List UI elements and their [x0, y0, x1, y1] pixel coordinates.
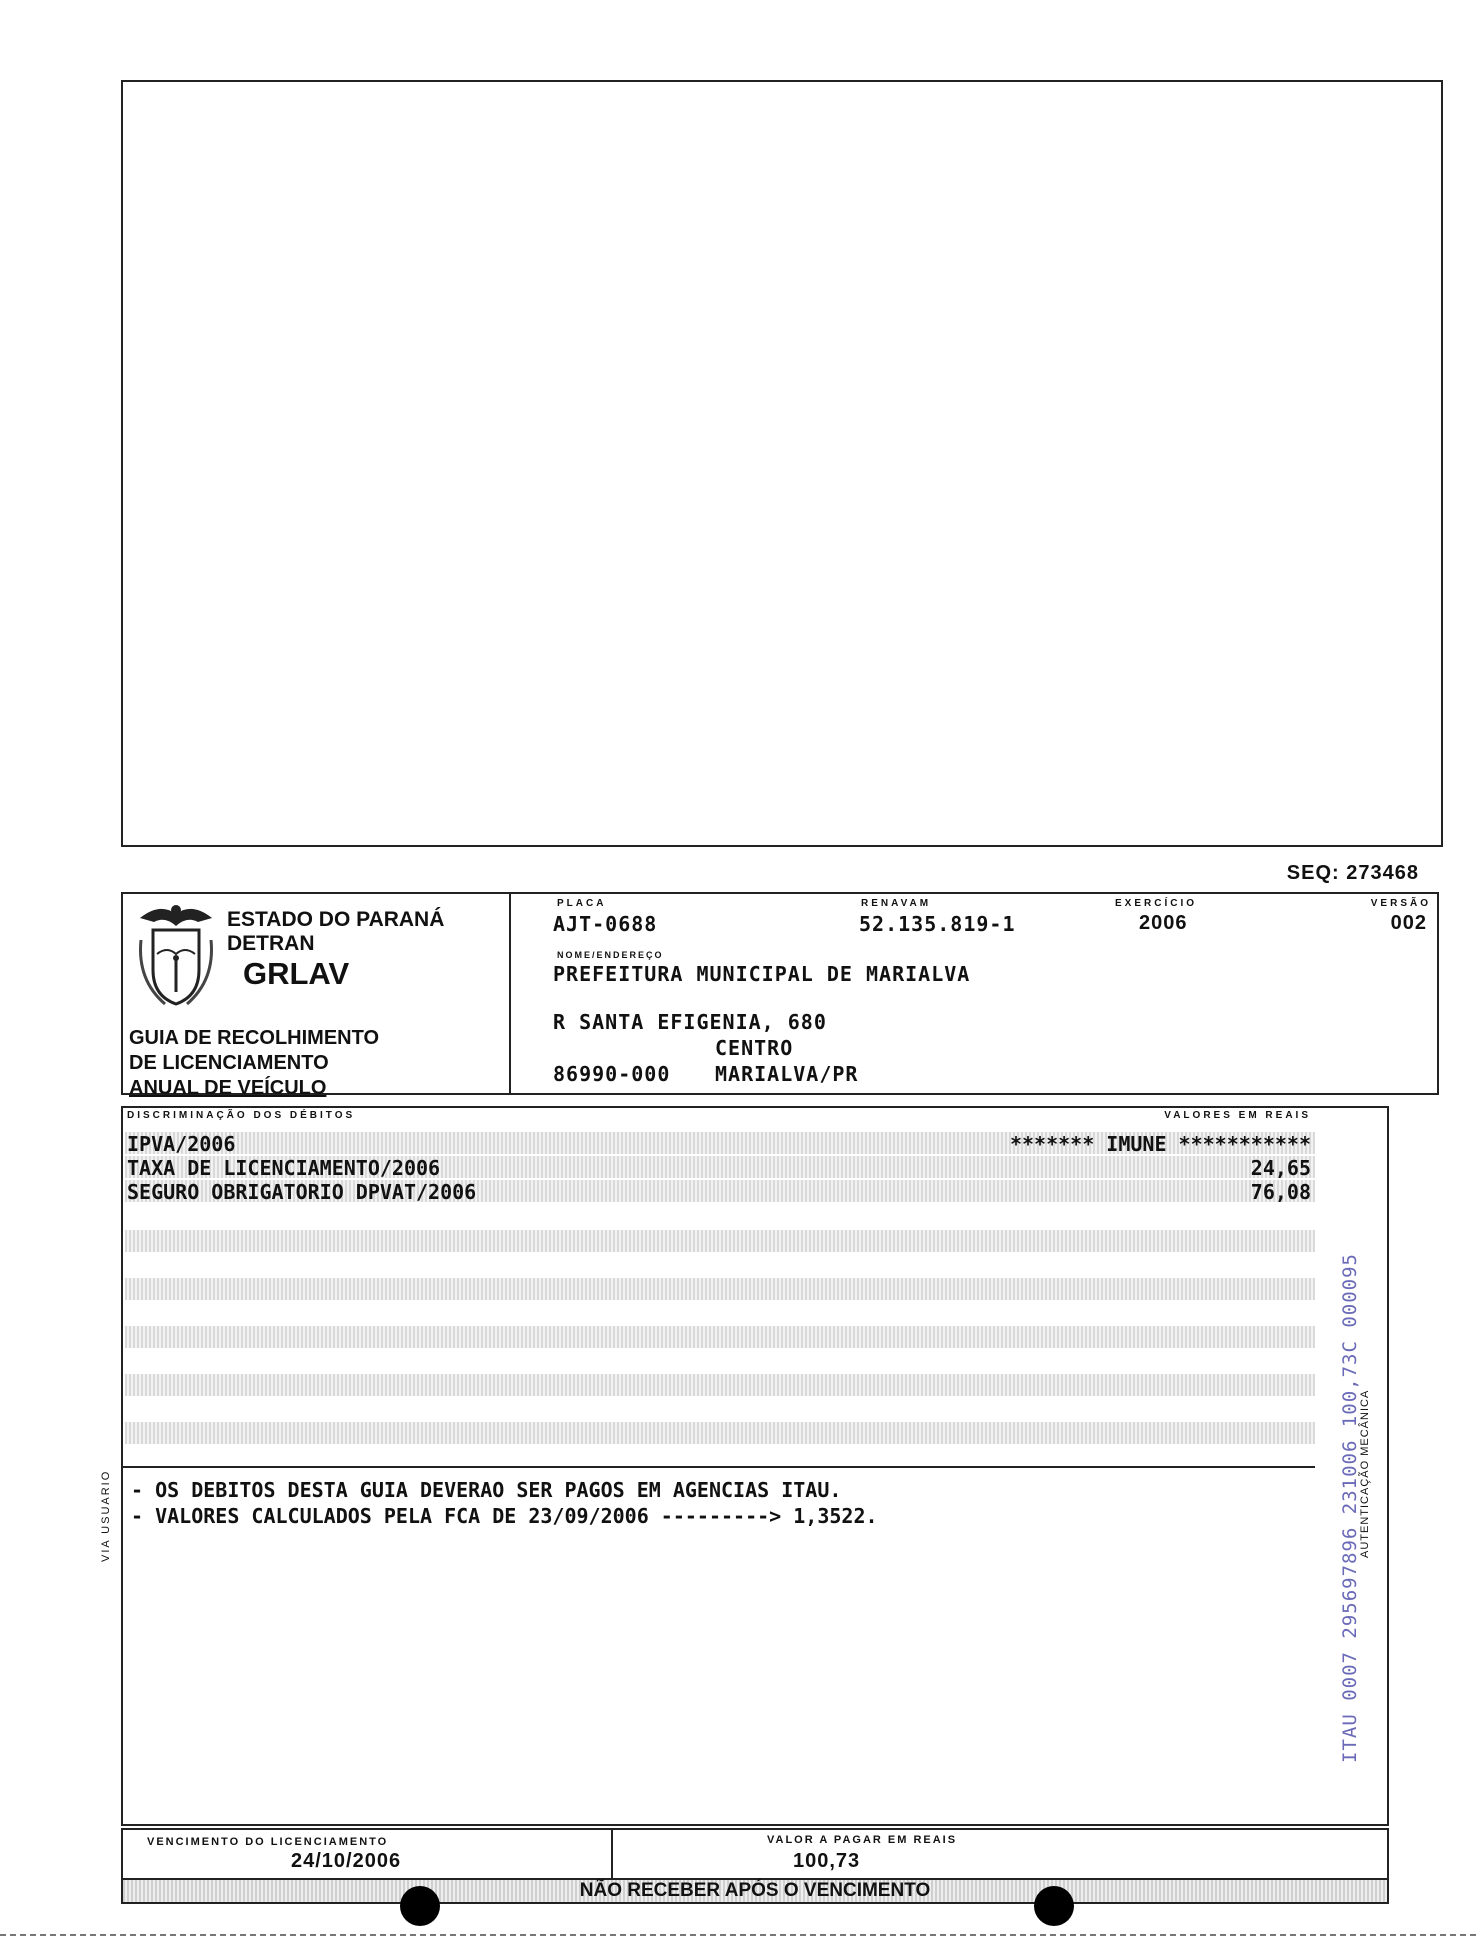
debit-description: IPVA/2006	[127, 1132, 236, 1156]
warning-text: NÃO RECEBER APÓS O VENCIMENTO	[579, 1880, 931, 1901]
debit-row	[127, 1180, 1311, 1204]
guia-line-1: GUIA DE RECOLHIMENTO	[129, 1027, 380, 1049]
via-usuario-label: VIA USUARIO	[100, 1469, 112, 1562]
parana-coat-of-arms-icon	[135, 900, 217, 1010]
nome-value: PREFEITURA MUNICIPAL DE MARIALVA	[553, 962, 971, 986]
vencimento-label: VENCIMENTO DO LICENCIAMENTO	[147, 1836, 389, 1848]
valor-value: 100,73	[793, 1850, 861, 1872]
debit-description: TAXA DE LICENCIAMENTO/2006	[127, 1156, 441, 1180]
state-name: ESTADO DO PARANÁ	[227, 908, 445, 931]
exercicio-label: EXERCÍCIO	[1115, 898, 1198, 909]
endereco-value: R SANTA EFIGENIA, 680	[553, 1010, 827, 1034]
debits-label: DISCRIMINAÇÃO DOS DÉBITOS	[127, 1110, 356, 1121]
vencimento-value: 24/10/2006	[291, 1850, 402, 1872]
debit-row	[127, 1156, 1311, 1180]
cidade-value: MARIALVA/PR	[715, 1062, 859, 1086]
debits-panel	[121, 1106, 1389, 1826]
note-line-1: - OS DEBITOS DESTA GUIA DEVERAO SER PAGOS EM AGENCIAS ITAU.	[131, 1478, 842, 1502]
agency-name: DETRAN	[227, 932, 315, 955]
renavam-value: 52.135.819-1	[859, 912, 1016, 936]
placa-label: PLACA	[557, 898, 607, 909]
renavam-label: RENAVAM	[861, 898, 932, 909]
authentication-strip	[1317, 1108, 1387, 1824]
autenticacao-label: AUTENTICAÇÃO MECÂNICA	[1359, 1389, 1371, 1558]
bank-authentication-stamp: ITAU 0007 295697896 231006 100,73C 000095	[1339, 1253, 1361, 1763]
document-code: GRLAV	[243, 956, 350, 991]
issuer-block	[123, 894, 511, 1099]
cep-value: 86990-000	[553, 1062, 671, 1086]
header-panel	[121, 892, 1439, 1099]
values-label: VALORES EM REAIS	[1164, 1110, 1311, 1121]
blank-upper-area	[121, 80, 1443, 847]
note-line-2: - VALORES CALCULADOS PELA FCA DE 23/09/2006 ---------> 1,3522.	[131, 1504, 878, 1528]
valor-label: VALOR A PAGAR EM REAIS	[767, 1834, 958, 1846]
guia-line-2: DE LICENCIAMENTO	[129, 1052, 329, 1074]
sequence-number: SEQ: 273468	[1286, 862, 1419, 884]
debit-value: 24,65	[1250, 1156, 1311, 1180]
bairro-value: CENTRO	[715, 1036, 794, 1060]
nome-label: NOME/ENDEREÇO	[557, 950, 664, 960]
warning-banner	[123, 1878, 1387, 1902]
punch-hole-icon	[400, 1886, 440, 1926]
guia-line-3: ANUAL DE VEÍCULO	[129, 1077, 327, 1099]
debit-value: 76,08	[1250, 1180, 1311, 1204]
footer-panel	[121, 1828, 1389, 1904]
debit-value: ******* IMUNE ***********	[1009, 1132, 1311, 1156]
versao-label: VERSÃO	[1370, 898, 1431, 909]
placa-value: AJT-0688	[553, 912, 658, 936]
exercicio-value: 2006	[1139, 912, 1188, 934]
versao-value: 002	[1390, 912, 1427, 934]
punch-hole-icon	[1034, 1886, 1074, 1926]
debit-description: SEGURO OBRIGATORIO DPVAT/2006	[127, 1180, 477, 1204]
perforation-line	[0, 1934, 1476, 1936]
debit-row	[127, 1132, 1311, 1156]
